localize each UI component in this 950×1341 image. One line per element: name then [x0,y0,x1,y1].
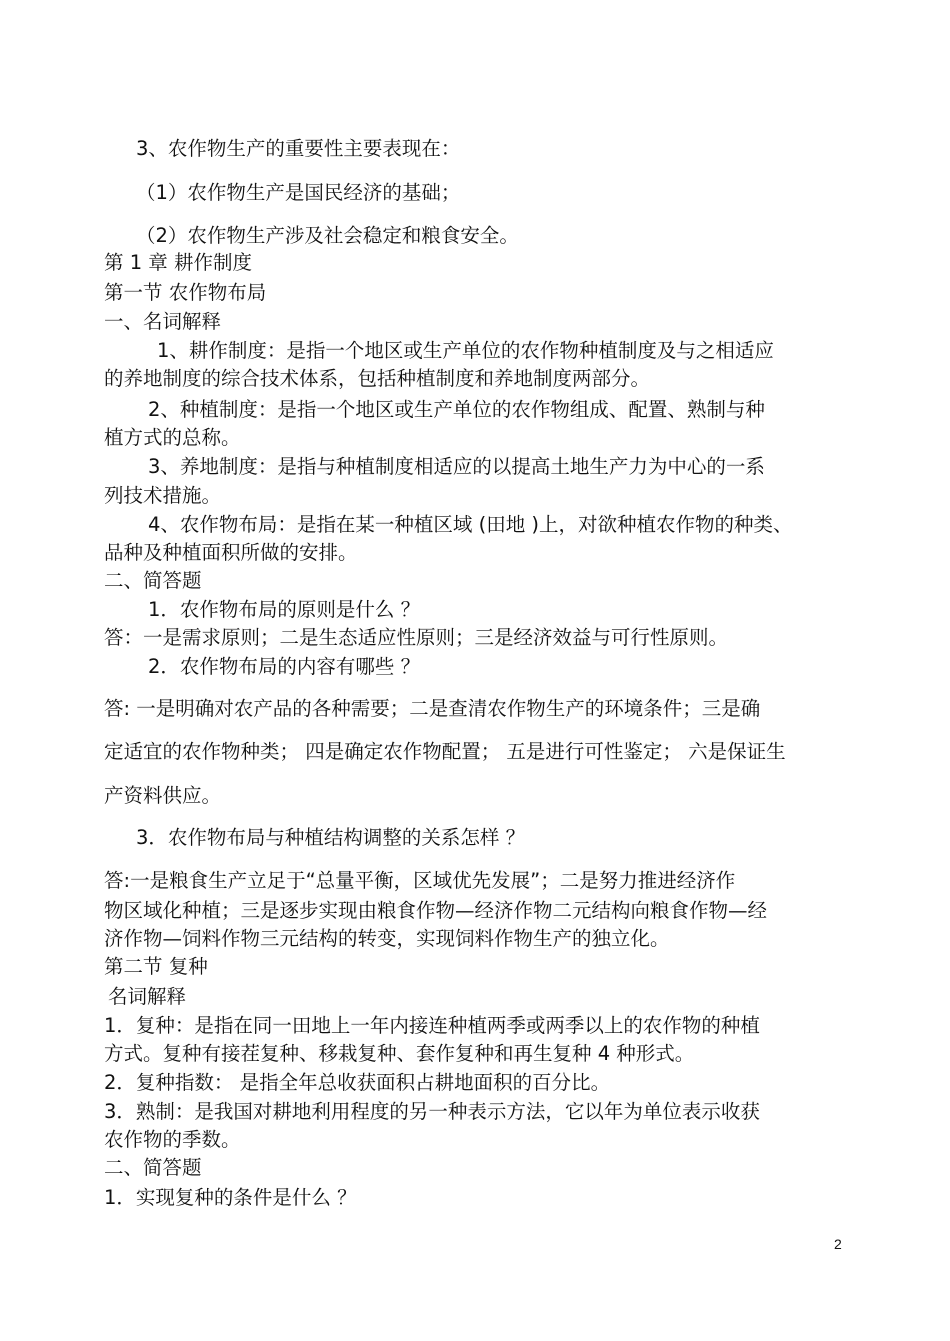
page-number: 2 [834,1236,842,1252]
text-line: 的养地制度的综合技术体系，包括种植制度和养地制度两部分。 [104,367,651,390]
text-line: 3、农作物生产的重要性主要表现在： [136,137,461,160]
subsection-heading: 一、名词解释 [104,310,222,333]
question-line: 1．实现复种的条件是什么 ？ [104,1186,357,1209]
question-line: 3．农作物布局与种植结构调整的关系怎样 ？ [136,826,526,849]
text-line: 2．复种指数： 是指全年总收获面积占耕地面积的百分比。 [104,1071,611,1094]
answer-line: 定适宜的农作物种类； 四是确定农作物配置； 五是进行可性鉴定； 六是保证生 [104,740,786,763]
text-line: 列技术措施。 [104,484,222,507]
answer-line: 济作物—饲料作物三元结构的转变，实现饲料作物生产的独立化。 [104,927,670,950]
subsection-heading: 二、简答题 [104,1156,202,1179]
question-line: 1．农作物布局的原则是什么 ？ [148,598,421,621]
text-line: 1．复种：是指在同一田地上一年内接连种植两季或两季以上的农作物的种植 [104,1014,760,1037]
answer-line: 答：一是需求原则；二是生态适应性原则；三是经济效益与可行性原则。 [104,626,729,649]
answer-line: 物区域化种植；三是逐步实现由粮食作物—经济作物二元结构向粮食作物—经 [104,899,768,922]
text-line: 植方式的总称。 [104,426,241,449]
text-line: 方式。复种有接茬复种、移栽复种、套作复种和再生复种 4 种形式。 [104,1042,695,1065]
subsection-heading: 名词解释 [108,985,187,1008]
text-line: 品种及种植面积所做的安排。 [104,541,358,564]
text-line: 2、种植制度：是指一个地区或生产单位的农作物组成、配置、熟制与种 [148,398,765,421]
answer-line: 答:一是粮食生产立足于“总量平衡，区域优先发展”；二是努力推进经济作 [104,869,736,892]
section-heading: 第一节 农作物布局 [104,281,267,304]
text-line: 1、耕作制度：是指一个地区或生产单位的农作物种植制度及与之相适应 [157,339,774,362]
section-heading: 第二节 复种 [104,955,208,978]
question-line: 2．农作物布局的内容有哪些 ？ [148,655,421,678]
text-line: 4、农作物布局：是指在某一种植区域 (田地 )上，对欲种植农作物的种类、 [148,513,793,536]
text-line: （2）农作物生产涉及社会稳定和粮食安全。 [136,224,519,247]
text-line: 3．熟制：是我国对耕地利用程度的另一种表示方法，它以年为单位表示收获 [104,1100,760,1123]
subsection-heading: 二、简答题 [104,569,202,592]
answer-line: 产资料供应。 [104,784,222,807]
text-line: （1）农作物生产是国民经济的基础； [136,181,461,204]
text-line: 农作物的季数。 [104,1128,241,1151]
chapter-heading: 第 1 章 耕作制度 [104,251,253,274]
text-line: 3、养地制度：是指与种植制度相适应的以提高土地生产力为中心的一系 [148,455,765,478]
answer-line: 答: 一是明确对农产品的各种需要；二是查清农作物生产的环境条件；三是确 [104,697,761,720]
